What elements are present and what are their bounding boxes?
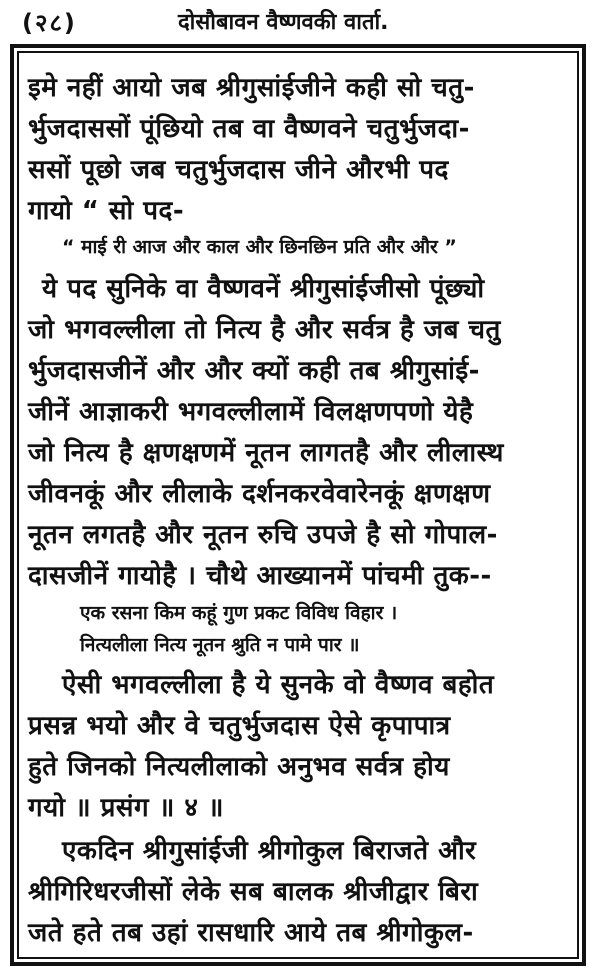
text-line: ये पद सुनिके वा वैष्णवनें श्रीगुसांईजीसो पूंछ्यो: [42, 274, 485, 304]
text-line: र्भुजदाससों पूंछियो तब वा वैष्णवने चतुर्भुजदा-: [28, 114, 470, 144]
text-line: दासजीनें गायोहै । चौथे आख्यानमें पांचमी तुक--: [28, 561, 492, 591]
text-line: जो भगवल्लीला तो नित्य है और सर्वत्र है जब चतु: [28, 315, 501, 345]
text-line: एकदिन श्रीगुसांईजी श्रीगोकुल बिराजते और: [62, 836, 477, 866]
text-line: ससों पूछो जब चतुर्भुजदास जीने औरभी पद: [28, 155, 449, 185]
text-line: श्रीगिरिधरजीसों लेके सब बालक श्रीजीद्वार बिरा: [28, 877, 479, 907]
running-title: दोसौबावन वैष्णवकी वार्ता.: [178, 10, 389, 35]
text-line: ऐसी भगवल्लीला है ये सुनके वो वैष्णव बहोत: [62, 670, 495, 700]
text-line: जीनें आज्ञाकरी भगवल्लीलामें विलक्षणपणो येहै: [28, 397, 474, 427]
text-line: र्भुजदासजीनें और और क्यों कही तब श्रीगुसांई-: [28, 356, 480, 386]
text-line: हुते जिनको नित्यलीलाको अनुभव सर्वत्र होय: [28, 752, 450, 782]
verse-line: एक रसना किम कहूं गुण प्रकट विविध विहार ।: [80, 602, 398, 624]
page-number: (२८): [22, 9, 77, 37]
text-line: जीवनकूं और लीलाके दर्शनकरवेवारेनकूं क्षणक्षण: [28, 479, 491, 509]
text-line: प्रसन्न भयो और वे चतुर्भुजदास ऐसे कृपापात्र: [28, 711, 451, 741]
page-header: [0, 0, 600, 44]
verse-line: नित्यलीला नित्य नूतन श्रुति न पामे पार ॥: [80, 634, 360, 656]
text-line: जते हते तब उहां रासधारि आये तब श्रीगोकुल-: [28, 918, 474, 948]
text-line: इमे नहीं आयो जब श्रीगुसांईजीने कही सो चतु-: [28, 73, 475, 103]
section-marker: गयो ॥ प्रसंग ॥ ४ ॥: [28, 793, 224, 823]
verse-line: “ माई री आज और काल और छिनछिन प्रति और और ”: [62, 236, 457, 258]
text-line: गायो “ सो पद-: [28, 196, 185, 226]
text-line: नूतन लगतहै और नूतन रुचि उपजे है सो गोपाल-: [28, 520, 498, 550]
text-line: जो नित्य है क्षणक्षणमें नूतन लागतहै और लीलास्थ: [28, 438, 504, 468]
